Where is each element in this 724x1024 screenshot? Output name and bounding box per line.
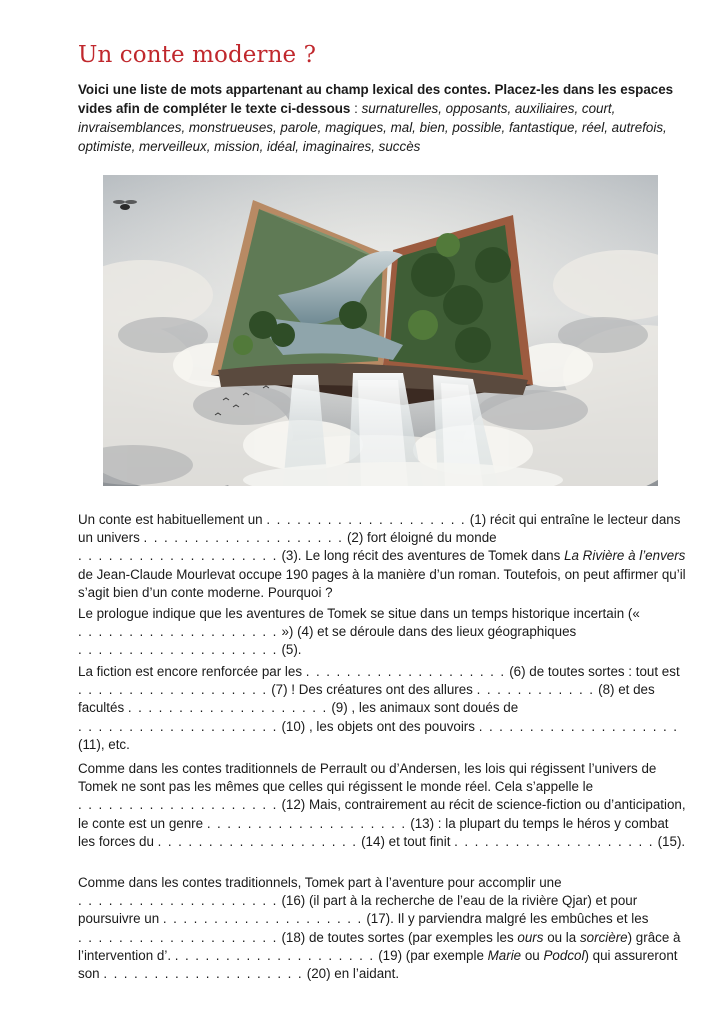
p2-text-b: ») (4) et se déroule dans des lieux géographiques <box>281 624 577 640</box>
paragraph-1 <box>78 511 688 602</box>
p3-text-g: (10) , les objets ont des pouvoirs <box>281 718 475 734</box>
blank-14: . . . . . . . . . . . . . . . . . . . . <box>157 833 358 849</box>
p3-text-a: La fiction est encore renforcée par les <box>78 664 303 679</box>
p5-text-j: (20) en l’aidant. <box>306 966 400 982</box>
p5-ou: ou <box>524 947 540 963</box>
blank-2: . . . . . . . . . . . . . . . . . . . . <box>143 530 344 546</box>
p1-text-e: (3). Le long récit des aventures de Tomek dans <box>281 548 561 564</box>
p3-text-e: (8) et des facultés <box>78 682 655 716</box>
blank-4: . . . . . . . . . . . . . . . . . . . . <box>78 624 278 640</box>
p5-text-h: (19) (par exemple <box>378 947 484 963</box>
p5-text-c: (17). Il y parviendra malgré les embûches et les <box>366 911 649 927</box>
blank-18: . . . . . . . . . . . . . . . . . . . . <box>78 929 278 945</box>
blank-16: . . . . . . . . . . . . . . . . . . . . <box>78 893 278 909</box>
word-list: surnaturelles, opposants, auxiliaires, court, invraisemblances, monstrueuses, parole, magiques, mal, bien, possible, fantastique, réel, autrefois, optimiste, merveilleux, mission, idéal, imaginaires, succès <box>78 101 667 154</box>
ours-word: ours <box>517 929 544 945</box>
blank-15: . . . . . . . . . . . . . . . . . . . . <box>454 833 654 849</box>
p5-text-g: ) grâce à l’intervention d’. <box>78 929 681 963</box>
p2-text-c: (5). <box>281 642 302 658</box>
blank-6: . . . . . . . . . . . . . . . . . . . . <box>305 664 506 679</box>
p1-text-f: de Jean-Claude Mourlevat occupe 190 pages à la manière d’un roman. Toutefois, on peut affirmer qu’il s’agit bien d’un conte moderne. Pourquoi ? <box>78 566 686 600</box>
blank-11: . . . . . . . . . . . . . . . . . . . . <box>478 718 679 734</box>
intro-paragraph <box>78 80 678 156</box>
p4-text-a: Comme dans les contes traditionnels de Perrault ou d’Andersen, les lois qui régissent l’univers de Tomek ne sont pas les mêmes que celles qui régissent le monde réel. Cela s’appelle le <box>78 761 657 795</box>
instruction-text: Voici une liste de mots appartenant au champ lexical des contes. Placez-les dans les espaces vides afin de compléter le texte ci-dessous <box>78 82 674 116</box>
paragraph-5 <box>78 874 688 983</box>
blank-9: . . . . . . . . . . . . . . . . . . . . <box>127 700 328 716</box>
p2-text-a: Le prologue indique que les aventures de Tomek se situe dans un temps historique incertain (« <box>78 606 640 621</box>
paragraph-3 <box>78 663 688 754</box>
intro-colon: : <box>350 101 362 116</box>
p4-text-e: (14) et tout finit <box>361 833 451 849</box>
p5-text-b: (16) (il part à la recherche de l’eau de la rivière Qjar) et pour poursuivre un <box>78 893 638 927</box>
blank-1: . . . . . . . . . . . . . . . . . . . . <box>266 512 467 527</box>
p1-text-a: Un conte est habituellement un <box>78 512 263 527</box>
p3-text-f: (9) , les animaux sont doués de <box>331 700 519 716</box>
p4-text-f: (15). <box>657 833 686 849</box>
blank-10: . . . . . . . . . . . . . . . . . . . . <box>78 718 278 734</box>
blank-5: . . . . . . . . . . . . . . . . . . . . <box>78 642 278 658</box>
podcol-name: Podcol <box>543 947 585 963</box>
sorciere-word: sorcière <box>579 929 628 945</box>
book-title: La Rivière à l’envers <box>564 548 686 564</box>
p3-text-h: (11), etc. <box>78 736 130 752</box>
blank-20: . . . . . . . . . . . . . . . . . . . . <box>103 966 304 982</box>
p5-text-f: ou la <box>547 929 577 945</box>
blank-3: . . . . . . . . . . . . . . . . . . . . <box>78 548 278 564</box>
p5-text-e: (18) de toutes sortes (par exemples les <box>281 929 514 945</box>
flying-book-waterfall-illustration <box>103 175 658 486</box>
p3-text-c: (7) ! Des créatures ont des allures <box>271 682 473 698</box>
page-title: Un conte moderne ? <box>78 42 317 68</box>
p1-text-b: (1) récit qui entraîne le lecteur dans un univers <box>78 512 681 546</box>
p5-text-i: ) qui assureront son <box>78 947 678 982</box>
p3-text-b: (6) de toutes sortes : tout est <box>509 664 680 679</box>
p4-text-b: (12) Mais, contrairement au récit de science-fiction ou d’anticipation, le conte est un genre <box>78 797 686 831</box>
paragraph-2 <box>78 605 688 660</box>
blank-19: . . . . . . . . . . . . . . . . . . . . <box>174 947 375 963</box>
blank-17: . . . . . . . . . . . . . . . . . . . . <box>162 911 363 927</box>
marie-name: Marie <box>487 947 522 963</box>
p4-text-c: (13) : la plupart du temps le héros y combat les forces du <box>78 815 669 849</box>
paragraph-4 <box>78 760 688 851</box>
blank-13: . . . . . . . . . . . . . . . . . . . . <box>206 815 407 831</box>
blank-8: . . . . . . . . . . . . <box>476 682 595 698</box>
p5-text-a: Comme dans les contes traditionnels, Tomek part à l’aventure pour accomplir une <box>78 875 562 890</box>
blank-7: . . . . . . . . . . . . . . . . . . . <box>78 682 268 698</box>
p1-text-c: (2) fort éloigné du monde <box>346 530 497 546</box>
blank-12: . . . . . . . . . . . . . . . . . . . . <box>78 797 278 813</box>
